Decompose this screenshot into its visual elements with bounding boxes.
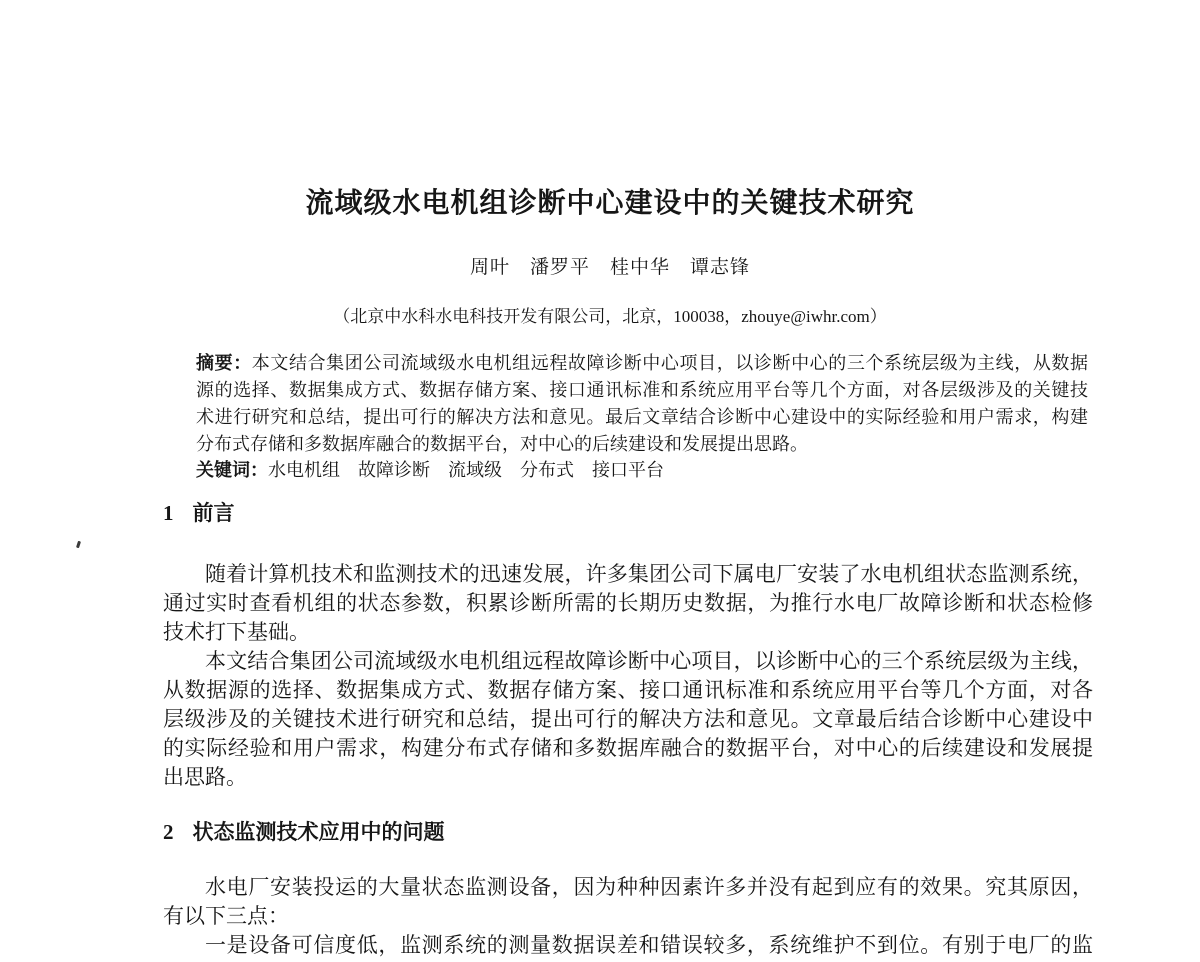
text-line: 有以下三点： bbox=[163, 904, 289, 928]
affiliation-line: （北京中水科水电科技开发有限公司，北京，100038，zhouye@iwhr.com） bbox=[333, 307, 887, 326]
text-line: 摘要：本文结合集团公司流域级水电机组远程故障诊断中心项目，以诊断中心的三个系统层级为主线，从数据 bbox=[196, 353, 1089, 373]
section-heading-2 bbox=[163, 818, 1093, 847]
section-2-title: 状态监测技术应用中的问题 bbox=[192, 821, 445, 844]
keywords-label: 关键词： bbox=[196, 460, 268, 480]
paper-title: 流域级水电机组诊断中心建设中的关键技术研究 bbox=[305, 187, 915, 218]
paragraph bbox=[163, 560, 1093, 647]
section-1-number: 1 bbox=[163, 501, 174, 525]
keywords-values: 水电机组 故障诊断 流域级 分布式 接口平台 bbox=[268, 460, 664, 480]
text-line: 层级涉及的关键技术进行研究和总结，提出可行的解决方法和意见。文章最后结合诊断中心建设中 bbox=[163, 707, 1093, 731]
text-line: 一是设备可信度低，监测系统的测量数据误差和错误较多，系统维护不到位。有别于电厂的监 bbox=[205, 933, 1093, 957]
text-line: 随着计算机技术和监测技术的迅速发展，许多集团公司下属电厂安装了水电机组状态监测系统， bbox=[205, 562, 1093, 586]
paragraph bbox=[163, 931, 1093, 960]
keywords-line bbox=[196, 457, 1088, 484]
scan-artifact-speck bbox=[76, 541, 81, 549]
text-line: 从数据源的选择、数据集成方式、数据存储方案、接口通讯标准和系统应用平台等几个方面，对各 bbox=[163, 678, 1093, 702]
text-line: 水电厂安装投运的大量状态监测设备，因为种种因素许多并没有起到应有的效果。究其原因， bbox=[205, 875, 1093, 899]
section-2-number: 2 bbox=[163, 820, 174, 844]
section-heading-1 bbox=[163, 499, 1093, 528]
paragraph bbox=[163, 873, 1093, 931]
text-line: 的实际经验和用户需求，构建分布式存储和多数据库融合的数据平台，对中心的后续建设和发展提 bbox=[163, 736, 1093, 760]
text-line: 技术打下基础。 bbox=[163, 620, 310, 644]
text-line: 出思路。 bbox=[163, 765, 247, 789]
text-line: 术进行研究和总结，提出可行的解决方法和意见。最后文章结合诊断中心建设中的实际经验和用户需求，构建 bbox=[196, 407, 1088, 427]
author-line: 周叶 潘罗平 桂中华 谭志锋 bbox=[469, 257, 750, 278]
text-line: 本文结合集团公司流域级水电机组远程故障诊断中心项目，以诊断中心的三个系统层级为主线， bbox=[205, 649, 1093, 673]
section-1-title: 前言 bbox=[192, 502, 235, 525]
text-line: 分布式存储和多数据库融合的数据平台，对中心的后续建设和发展提出思路。 bbox=[196, 434, 808, 454]
paragraph bbox=[163, 647, 1093, 792]
text-line: 通过实时查看机组的状态参数，积累诊断所需的长期历史数据，为推行水电厂故障诊断和状态检修 bbox=[163, 591, 1093, 615]
text-line: 源的选择、数据集成方式、数据存储方案、接口通讯标准和系统应用平台等几个方面，对各层级涉及的关键技 bbox=[196, 380, 1088, 400]
abstract-text bbox=[196, 350, 1088, 458]
